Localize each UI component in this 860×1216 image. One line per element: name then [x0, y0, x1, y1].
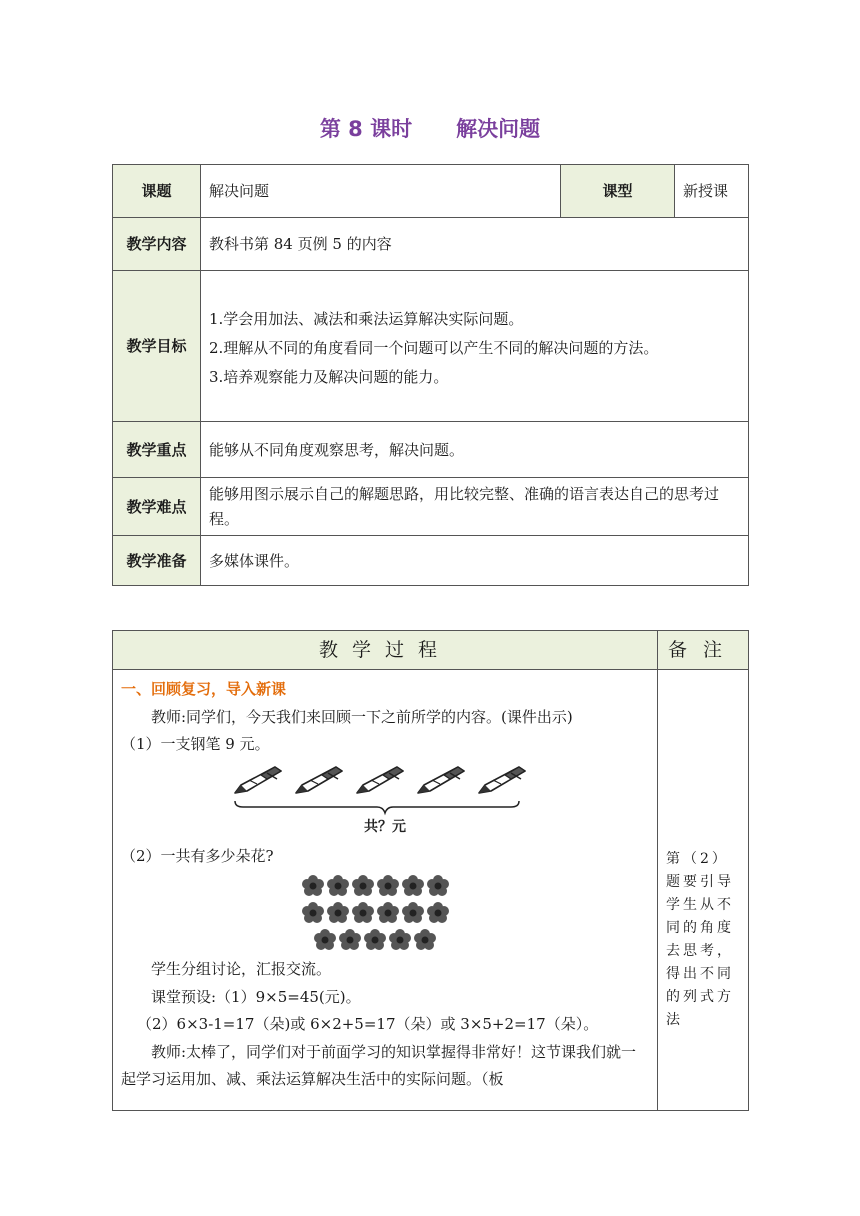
flower-icon: [414, 929, 436, 950]
page-title: [0, 113, 860, 143]
flower-icon: [339, 929, 361, 950]
question-2: （2）一共有多少朵花?: [121, 846, 274, 865]
flower-icon: [377, 902, 399, 923]
teacher-praise: 教师:太棒了，同学们对于前面学习的知识掌握得非常好！这节课我们就一起学习运用加、减、乘法运算解决生活中的实际问题。（板: [121, 1042, 637, 1088]
type-value: 新授课: [675, 165, 749, 218]
key-value: 能够从不同角度观察思考，解决问题。: [201, 422, 749, 478]
flower-icon: [377, 875, 399, 896]
pens-illustration: [231, 763, 531, 843]
flowers-illustration: [299, 874, 459, 954]
discussion-text: 学生分组讨论，汇报交流。: [151, 960, 332, 978]
flowers-grid: [302, 875, 449, 950]
goals-label: 教学目标: [113, 271, 201, 422]
brace-icon: [235, 801, 519, 813]
teacher-intro: 教师:同学们，今天我们来回顾一下之前所学的内容。(课件出示): [151, 707, 573, 726]
flower-icon: [427, 875, 449, 896]
flower-icon: [402, 902, 424, 923]
lesson-number: 第 8 课时: [319, 117, 413, 141]
topic-value: 解决问题: [201, 165, 561, 218]
preset-2: （2）6×3-1=17（朵)或 6×2+5=17（朵）或 3×5+2=17（朵）。: [137, 1015, 599, 1033]
question-1: （1）一支钢笔 9 元。: [121, 735, 270, 753]
lesson-topic: 解决问题: [456, 117, 541, 141]
prep-label: 教学准备: [113, 536, 201, 586]
flower-icon: [364, 929, 386, 950]
teaching-process-table: [112, 630, 749, 1111]
flower-icon: [402, 875, 424, 896]
flower-icon: [327, 875, 349, 896]
type-label: 课型: [561, 165, 675, 218]
flower-icon: [302, 902, 324, 923]
flower-icon: [389, 929, 411, 950]
flower-icon: [352, 902, 374, 923]
goal-item: 1.学会用加法、减法和乘法运算解决实际问题。: [209, 309, 524, 328]
prep-value: 多媒体课件。: [201, 536, 749, 586]
pen-icon: [296, 767, 342, 793]
key-label: 教学重点: [113, 422, 201, 478]
content-value: 教科书第 84 页例 5 的内容: [201, 218, 749, 271]
goals-list: [201, 271, 749, 422]
preset-1: 课堂预设:（1）9×5=45(元)。: [151, 987, 361, 1006]
content-label: 教学内容: [113, 218, 201, 271]
lesson-info-table: [112, 164, 749, 586]
topic-label: 课题: [113, 165, 201, 218]
flower-icon: [327, 902, 349, 923]
flower-icon: [314, 929, 336, 950]
flower-icon: [302, 875, 324, 896]
note-content: 第（2）题要引导学生从不同的角度去思考，得出不同的列式方法: [658, 670, 749, 1111]
difficulty-value: 能够用图示展示自己的解题思路，用比较完整、准确的语言表达自己的思考过程。: [201, 478, 749, 536]
pen-icon: [235, 767, 281, 793]
pen-icon: [357, 767, 403, 793]
process-header: 教学过程: [113, 631, 658, 670]
difficulty-label: 教学难点: [113, 478, 201, 536]
goal-item: 2.理解从不同的角度看同一个问题可以产生不同的解决问题的方法。: [209, 338, 659, 357]
goal-item: 3.培养观察能力及解决问题的能力。: [209, 367, 449, 386]
pen-total-caption: 共？元: [364, 818, 406, 835]
process-content: [113, 670, 658, 1111]
flower-icon: [352, 875, 374, 896]
note-header: 备注: [658, 631, 749, 670]
section-heading: 一、回顾复习，导入新课: [121, 680, 287, 698]
pen-icon: [418, 767, 464, 793]
flower-icon: [427, 902, 449, 923]
pen-icon: [479, 767, 525, 793]
